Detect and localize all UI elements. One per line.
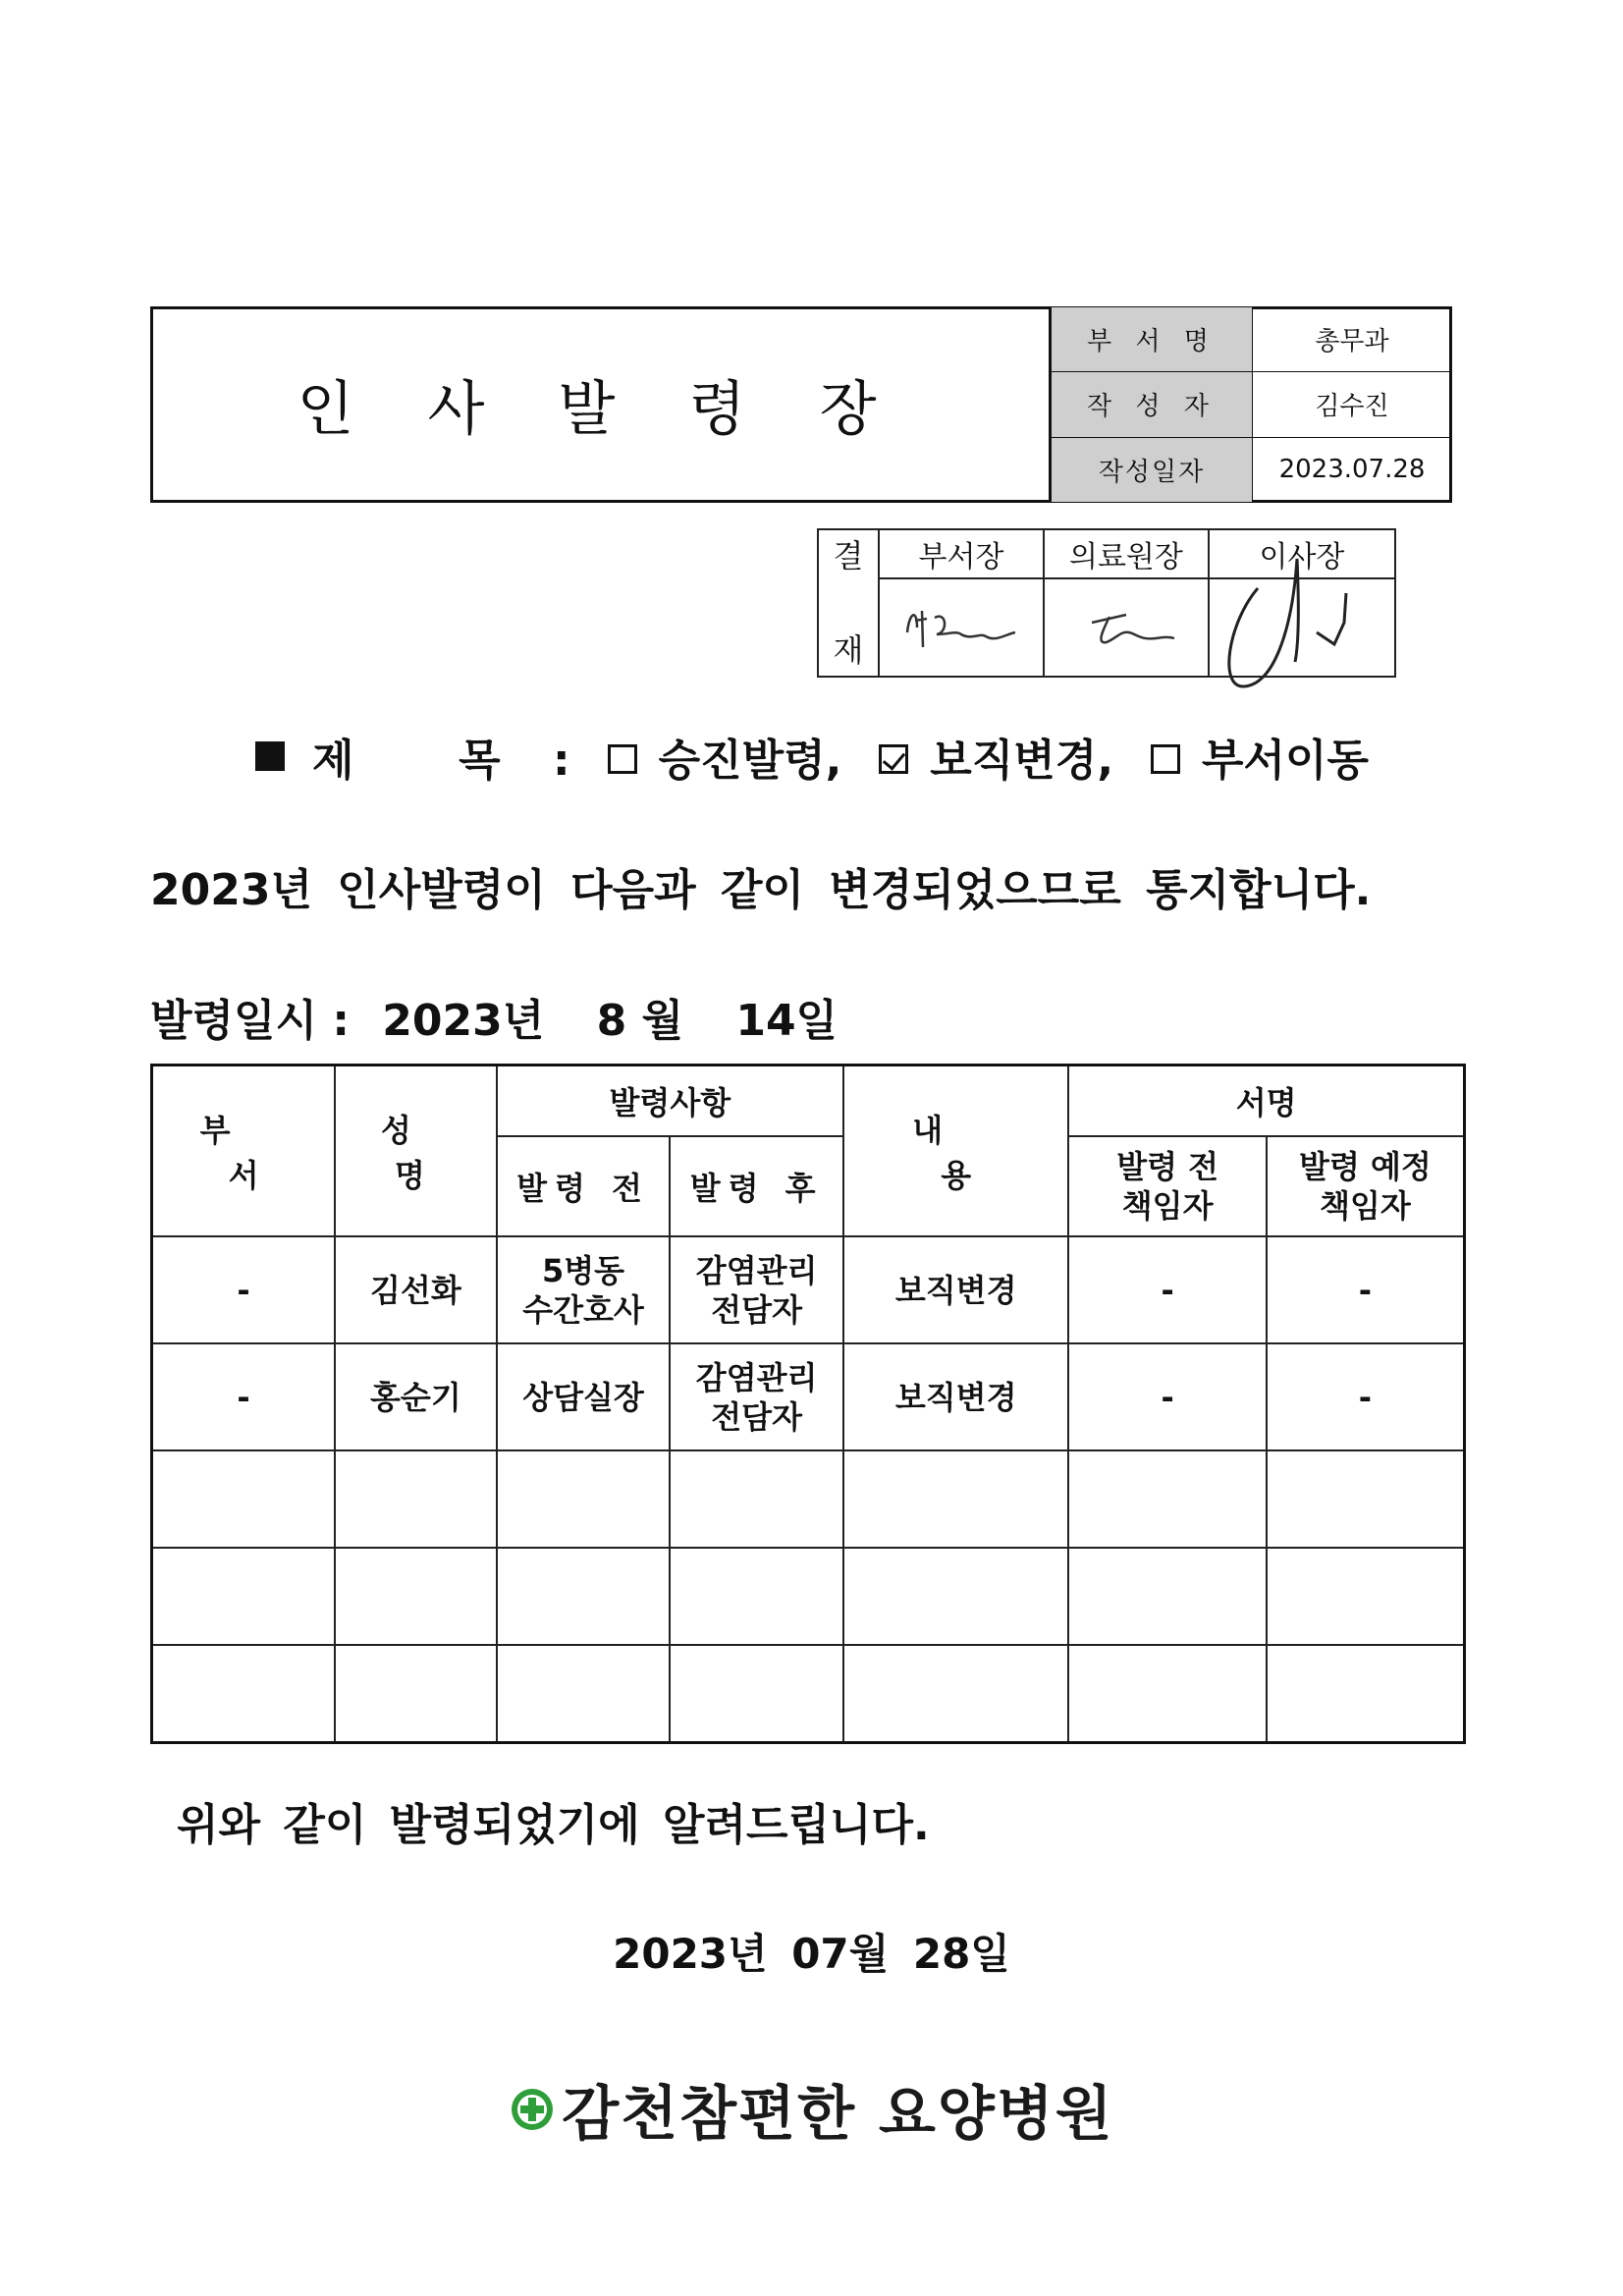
closing-text: 위와 같이 발령되었기에 알려드립니다. bbox=[177, 1800, 930, 1850]
row-sign-before: - bbox=[1068, 1236, 1267, 1343]
effective-year: 2023년 bbox=[382, 996, 545, 1046]
option-promotion: 승진발령, bbox=[658, 736, 842, 786]
hospital-logo-icon bbox=[509, 2086, 556, 2133]
header-sign-planned: 발령 예정 책임자 bbox=[1267, 1136, 1465, 1236]
checkbox-transfer[interactable] bbox=[1151, 744, 1180, 774]
header-content: 내 용 bbox=[843, 1066, 1068, 1237]
row-name: 홍순기 bbox=[335, 1343, 497, 1450]
notice-text: 2023년 인사발령이 다음과 같이 변경되었으므로 통지합니다. bbox=[150, 865, 1372, 915]
author-label: 작 성 자 bbox=[1052, 372, 1253, 437]
info-table bbox=[1051, 306, 1452, 503]
signature-drawing-2 bbox=[1053, 593, 1200, 662]
row-after: 감염관리 전담자 bbox=[670, 1343, 843, 1450]
approval-role-3: 이사장 bbox=[1209, 529, 1395, 578]
row-after: 감염관리 전담자 bbox=[670, 1236, 843, 1343]
effective-label: 발령일시 : bbox=[150, 996, 350, 1046]
document-title: 인 사 발 령 장 bbox=[152, 306, 1051, 503]
row-dept: - bbox=[152, 1236, 336, 1343]
header-dept: 부 서 bbox=[152, 1066, 336, 1237]
table-row bbox=[152, 1236, 1465, 1343]
hospital-name-block bbox=[0, 2067, 1623, 2152]
header-sign: 서명 bbox=[1068, 1066, 1464, 1137]
approval-role-2: 의료원장 bbox=[1044, 529, 1209, 578]
effective-date bbox=[150, 985, 855, 1048]
header-name: 성 명 bbox=[335, 1066, 497, 1237]
signature-drawing-1 bbox=[888, 593, 1035, 662]
signature-2 bbox=[1044, 578, 1209, 677]
row-sign-before: - bbox=[1068, 1343, 1267, 1450]
header-sign-before: 발령 전 책임자 bbox=[1068, 1136, 1267, 1236]
author-value: 김수진 bbox=[1253, 372, 1452, 437]
approval-box bbox=[817, 528, 1396, 678]
approval-side-1: 결 bbox=[833, 537, 864, 574]
empty-row bbox=[152, 1645, 1465, 1743]
signature-drawing-3 bbox=[1218, 593, 1385, 662]
row-sign-planned: - bbox=[1267, 1236, 1465, 1343]
subject-line bbox=[255, 725, 1369, 788]
checkbox-promotion[interactable] bbox=[608, 744, 637, 774]
table-row bbox=[152, 1343, 1465, 1450]
row-content: 보직변경 bbox=[843, 1343, 1068, 1450]
signature-1 bbox=[879, 578, 1044, 677]
hospital-name: 감천참편한 요양병원 bbox=[562, 2080, 1114, 2149]
row-before: 5병동 수간호사 bbox=[497, 1236, 671, 1343]
option-transfer: 부서이동 bbox=[1202, 736, 1370, 786]
order-table bbox=[150, 1064, 1466, 1744]
date-label: 작성일자 bbox=[1052, 437, 1253, 502]
date-value: 2023.07.28 bbox=[1253, 437, 1452, 502]
option-reassignment: 보직변경, bbox=[930, 736, 1114, 786]
approval-side-label bbox=[818, 529, 879, 677]
subject-label: 제 목 : bbox=[312, 736, 570, 786]
effective-month: 8 월 bbox=[596, 996, 683, 1046]
dept-value: 총무과 bbox=[1253, 307, 1452, 372]
empty-row bbox=[152, 1548, 1465, 1645]
header-after: 발령 후 bbox=[670, 1136, 843, 1236]
empty-row bbox=[152, 1450, 1465, 1548]
dept-label: 부 서 명 bbox=[1052, 307, 1253, 372]
effective-day: 14일 bbox=[735, 996, 839, 1046]
row-sign-planned: - bbox=[1267, 1343, 1465, 1450]
approval-side-2: 재 bbox=[833, 631, 864, 669]
header-order: 발령사항 bbox=[497, 1066, 843, 1137]
header-before: 발령 전 bbox=[497, 1136, 671, 1236]
signature-3 bbox=[1209, 578, 1395, 677]
approval-role-1: 부서장 bbox=[879, 529, 1044, 578]
bullet-square-icon bbox=[255, 741, 285, 771]
row-name: 김선화 bbox=[335, 1236, 497, 1343]
row-dept: - bbox=[152, 1343, 336, 1450]
checkbox-reassignment[interactable] bbox=[879, 744, 908, 774]
row-content: 보직변경 bbox=[843, 1236, 1068, 1343]
row-before: 상담실장 bbox=[497, 1343, 671, 1450]
issue-date: 2023년 07월 28일 bbox=[613, 1930, 1010, 1978]
